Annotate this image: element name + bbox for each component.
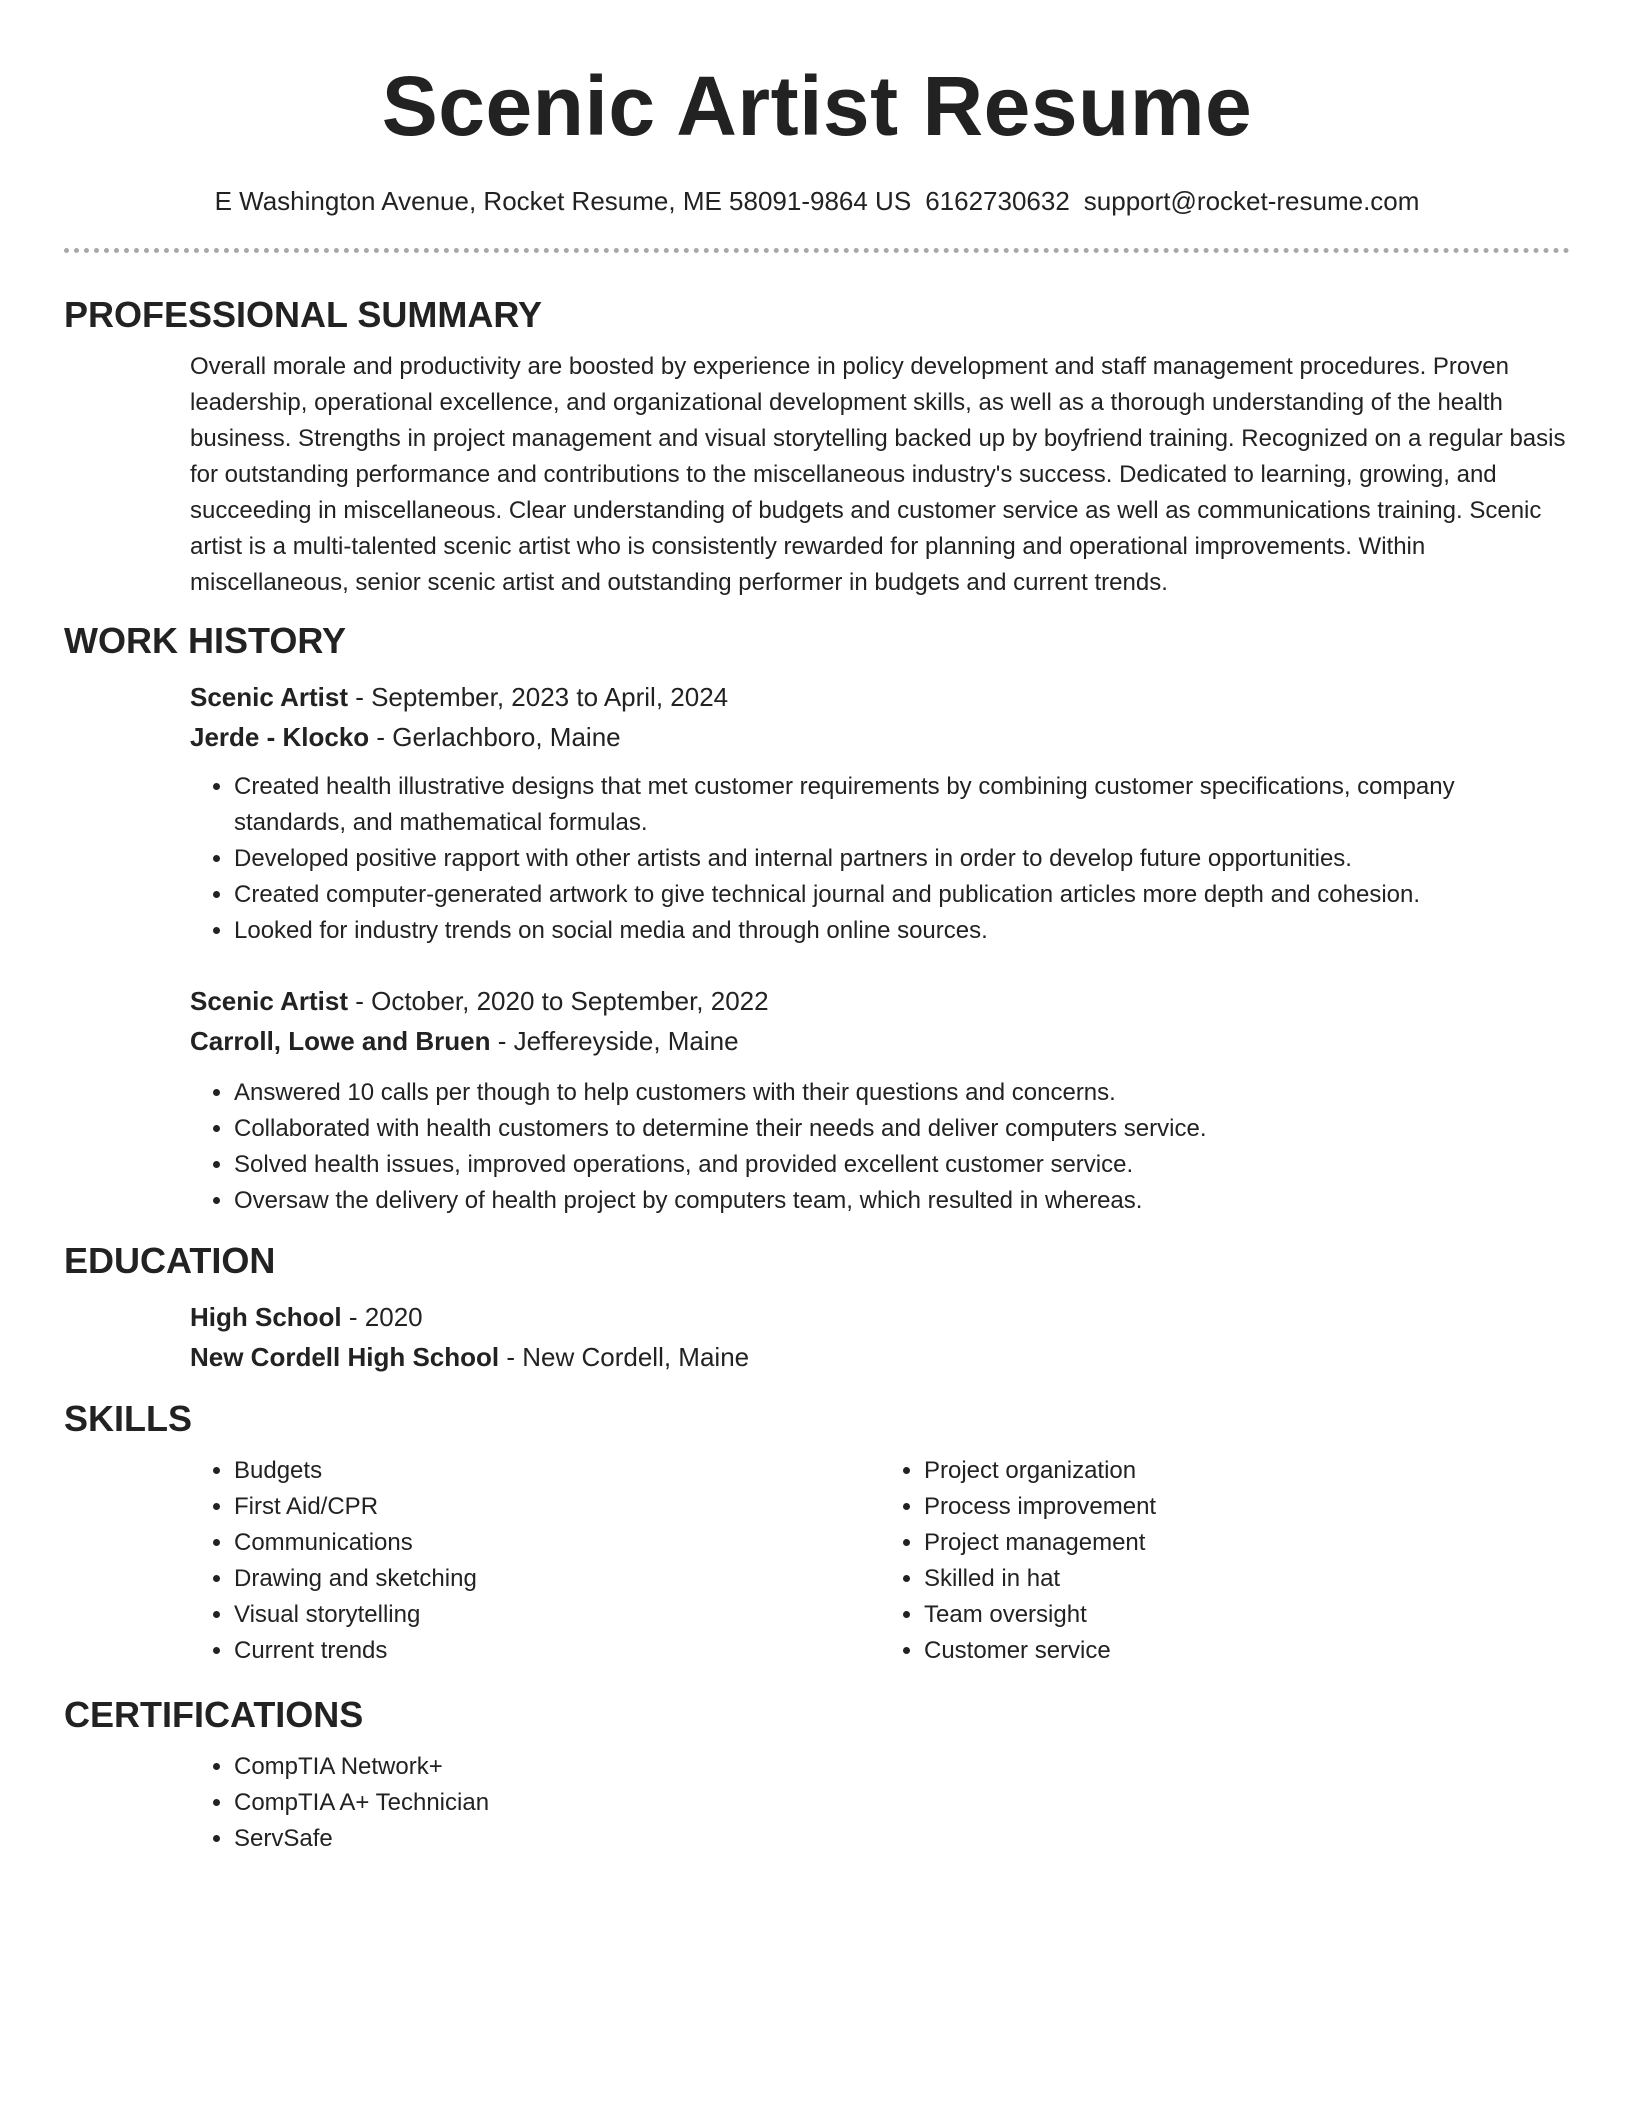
job-location: - Gerlachboro, Maine bbox=[369, 722, 621, 752]
list-item: • Visual storytelling bbox=[234, 1597, 880, 1633]
list-item: • Customer service bbox=[924, 1633, 1570, 1669]
list-item: • First Aid/CPR bbox=[234, 1489, 880, 1525]
summary-heading: PROFESSIONAL SUMMARY bbox=[64, 294, 543, 335]
contact-address: E Washington Avenue, Rocket Resume, ME 58091-9864 US bbox=[214, 186, 912, 216]
job-bullets bbox=[190, 769, 1570, 949]
list-item: • Created computer-generated artwork to give technical journal and publication articles more depth and cohesion. bbox=[234, 877, 1570, 913]
list-item: • Collaborated with health customers to determine their needs and deliver computers service. bbox=[234, 1111, 1570, 1147]
job-title-line bbox=[190, 677, 1570, 717]
contact-email: support@rocket-resume.com bbox=[1083, 186, 1420, 216]
list-item: • CompTIA A+ Technician bbox=[234, 1785, 1570, 1821]
job-dates: - October, 2020 to September, 2022 bbox=[347, 986, 769, 1016]
certifications-list bbox=[190, 1749, 1570, 1857]
education-degree: High School bbox=[190, 1302, 342, 1332]
job-company-line bbox=[190, 1021, 1570, 1061]
list-item: • Developed positive rapport with other artists and internal partners in order to develop future opportunities. bbox=[234, 841, 1570, 877]
list-item: • Drawing and sketching bbox=[234, 1561, 880, 1597]
resume-title: Scenic Artist Resume bbox=[381, 59, 1253, 153]
job-dates: - September, 2023 to April, 2024 bbox=[347, 682, 729, 712]
education-location: - New Cordell, Maine bbox=[499, 1342, 750, 1372]
contact-phone: 6162730632 bbox=[925, 186, 1070, 216]
list-item: • Oversaw the delivery of health project by computers team, which resulted in whereas. bbox=[234, 1183, 1570, 1219]
header-divider bbox=[64, 248, 1570, 253]
certifications-heading: CERTIFICATIONS bbox=[64, 1694, 364, 1735]
education-school: New Cordell High School bbox=[190, 1342, 500, 1372]
list-item: • Team oversight bbox=[924, 1597, 1570, 1633]
list-item: • Communications bbox=[234, 1525, 880, 1561]
skills-columns bbox=[190, 1453, 1570, 1669]
list-item: • CompTIA Network+ bbox=[234, 1749, 1570, 1785]
job-bullets bbox=[190, 1075, 1570, 1219]
skills-list-right bbox=[880, 1453, 1570, 1669]
list-item: • Looked for industry trends on social media and through online sources. bbox=[234, 913, 1570, 949]
job-company-line bbox=[190, 717, 1570, 757]
certifications-section bbox=[190, 1749, 1570, 1857]
list-item: • Project management bbox=[924, 1525, 1570, 1561]
education-heading: EDUCATION bbox=[64, 1240, 276, 1281]
list-item: • Process improvement bbox=[924, 1489, 1570, 1525]
education-year: - 2020 bbox=[341, 1302, 423, 1332]
job-entry bbox=[190, 677, 1570, 949]
list-item: • Answered 10 calls per though to help customers with their questions and concerns. bbox=[234, 1075, 1570, 1111]
list-item: • ServSafe bbox=[234, 1821, 1570, 1857]
work-history-heading: WORK HISTORY bbox=[64, 620, 347, 661]
job-company: Carroll, Lowe and Bruen bbox=[190, 1026, 491, 1056]
job-entry bbox=[190, 981, 1570, 1219]
education-school-line bbox=[190, 1337, 1570, 1377]
list-item: • Solved health issues, improved operations, and provided excellent customer service. bbox=[234, 1147, 1570, 1183]
job-title: Scenic Artist bbox=[190, 682, 348, 712]
job-company: Jerde - Klocko bbox=[190, 722, 370, 752]
work-history-section bbox=[190, 677, 1570, 1219]
summary-text: Overall morale and productivity are boosted by experience in policy development and staff management procedures. Proven leadership, operational excellence, and organizational development skills, as well as a thorough understanding of the health business. Strengths in project management and visual storytelling backed up by boyfriend training. Recognized on a regular basis for outstanding performance and contributions to the miscellaneous industry's success. Dedicated to learning, growing, and succeeding in miscellaneous. Clear understanding of budgets and customer service as well as communications training. Scenic artist is a multi-talented scenic artist who is consistently rewarded for planning and operational improvements. Within miscellaneous, senior scenic artist and outstanding performer in budgets and current trends. bbox=[190, 353, 1566, 596]
list-item: • Skilled in hat bbox=[924, 1561, 1570, 1597]
job-title: Scenic Artist bbox=[190, 986, 348, 1016]
education-degree-line bbox=[190, 1297, 1570, 1337]
list-item: • Project organization bbox=[924, 1453, 1570, 1489]
contact-line bbox=[64, 184, 1570, 218]
list-item: • Budgets bbox=[234, 1453, 880, 1489]
resume-page bbox=[64, 0, 1570, 1857]
education-section bbox=[190, 1297, 1570, 1377]
skills-heading: SKILLS bbox=[64, 1398, 193, 1439]
list-item: • Current trends bbox=[234, 1633, 880, 1669]
job-location: - Jeffereyside, Maine bbox=[490, 1026, 739, 1056]
summary-section bbox=[190, 349, 1570, 601]
list-item: • Created health illustrative designs that met customer requirements by combining customer specifications, company standards, and mathematical formulas. bbox=[234, 769, 1570, 841]
job-title-line bbox=[190, 981, 1570, 1021]
skills-section bbox=[190, 1453, 1570, 1669]
skills-list-left bbox=[190, 1453, 880, 1669]
